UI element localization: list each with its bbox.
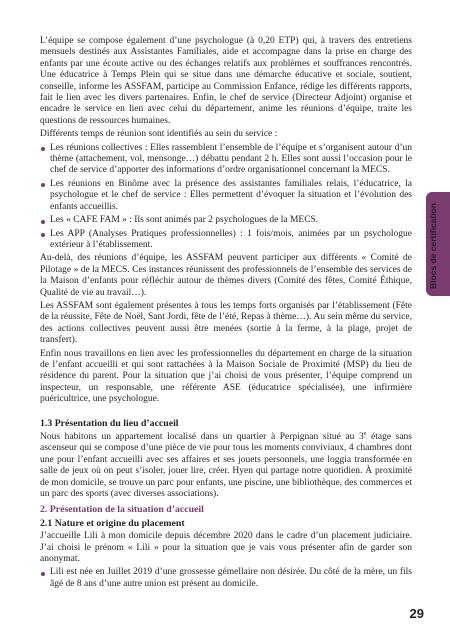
page-number: 29 xyxy=(409,606,424,621)
superscript: e xyxy=(363,430,367,437)
situation-list xyxy=(40,567,412,590)
list-item: Les réunions collectives : Elles rassemblent l’ensemble de l’équipe et s’organisent autour d’un thème (attachement, vol, mensonge…) débattu pendant 2 h. Elles sont aussi l’occasion pour le chef de service d’apporter des informations d’ordre organisationnel concernant la MECS. xyxy=(40,143,412,177)
paragraph-placement: J’accueille Lili à mon domicile depuis décembre 2020 dans le cadre d’un placement judiciaire. J’ai choisi le prénom « Lili » pour la situation que je vais vous présenter afin de garder son anonymat. xyxy=(40,531,412,565)
paragraph-meetings-intro: Différents temps de réunion sont identifiés au sein du service : xyxy=(40,129,278,140)
page-content xyxy=(40,36,412,592)
heading-lieu-accueil: 1.3 Présentation du lieu d’accueil xyxy=(40,417,179,429)
text-run: étage sans ascenseur qui se compose d’une pièce de vie pour tous les moments conviviaux, 4 chambres dont une pour l’enfant accueilli avec ses affaires et ses jouets personnels, une loggia transformée en salle de jeux où on peut s’isoler, jouer lire, créer. Hyen qui partage notre quotidien. À proximité de mon domicile, se trouve un parc pour enfants, une piscine, une bibliothèque, des commerces et un parc des sports (avec diverses associations). xyxy=(40,432,413,500)
paragraph-steering-committee: Au-delà, des réunions d’équipe, les ASSFAM peuvent participer aux différents « Comité de Pilotage » de la MECS. Ces instances réunissent des professionnels de l’ensemble des services de la Maison d’enfants pour réfléchir autour de thèmes divers (Comité des fêtes, Comité Éthique, Qualité de vie au travail…). xyxy=(40,253,412,298)
heading-nature-placement: 2.1 Nature et origine du placement xyxy=(40,517,185,529)
paragraph-lieu-accueil xyxy=(40,432,412,500)
list-item: Les « CAFE FAM » : Ils sont animés par 2 psychologues de la MECS. xyxy=(40,215,412,226)
text-run: Nous habitons un appartement localisé dans un quartier à Perpignan situé au 3 xyxy=(40,432,364,442)
paragraph-department-link: Enfin nous travaillons en lien avec les professionnelles du département en charge de la situation de l’enfant accueilli et qui sont rattachées à la Maison Sociale de Proximité (MSP) du lieu de résidence du parent. Pour la situation que j’ai choisi de vous présenter, l’équipe comprend un inspecteur, un responsable, une référente ASE (éducatrice spécialisée), une infirmière puéricultrice, une psychologue. xyxy=(40,348,412,405)
list-item: Lili est née en Juillet 2019 d’une grossesse gémellaire non désirée. Du côté de la mère, un fils âgé de 8 ans d’une autre union est présent au domicile. xyxy=(40,567,412,590)
paragraph-events: Les ASSFAM sont également présentes à tous les temps forts organisés par l’établissement (Fête de la réussite, Fête de Noël, Sant Jordi, fête de l’été, Repas à thème…). Au sein même du service, des actions collectives peuvent aussi être menées (sortie à la ferme, à la plage, projet de transfert). xyxy=(40,300,412,346)
list-item: Les APP (Analyses Pratiques professionnelles) : 1 fois/mois, animées par un psychologue extérieur à l’établissement. xyxy=(40,229,412,252)
meetings-list xyxy=(40,143,412,252)
paragraph-team-composition: L’équipe se compose également d’une psychologue (à 0,20 ETP) qui, à travers des entretiens mensuels destinés aux Assistantes Familiales, aide et accompagne dans la prise en charge des enfants par une écoute active ou des échanges relatifs aux problèmes et souffrances rencontrés. Une éducatrice à Temps Plein qui se situe dans une démarche éducative et sociale, soutient, conseille, informe les ASSFAM, participe au Commission Enfance, rédige les différents rapports, fait le lien avec les divers partenaires. Enfin, le chef de service (Directeur Adjoint) organise et encadre le service en lien avec celui du département, anime les réunions d’équipe, traite les questions de ressources humaines. xyxy=(40,36,412,126)
list-item: Les réunions en Binôme avec la présence des assistantes familiales relais, l’éducatrice, la psychologue et le chef de service : Elles permettent d’évoquer la situation et l’évolution des enfants accueillis. xyxy=(40,179,412,213)
side-tab-label: Blocs de certification xyxy=(428,203,438,289)
heading-situation-accueil: 2. Présentation de la situation d’accueil xyxy=(40,504,204,516)
